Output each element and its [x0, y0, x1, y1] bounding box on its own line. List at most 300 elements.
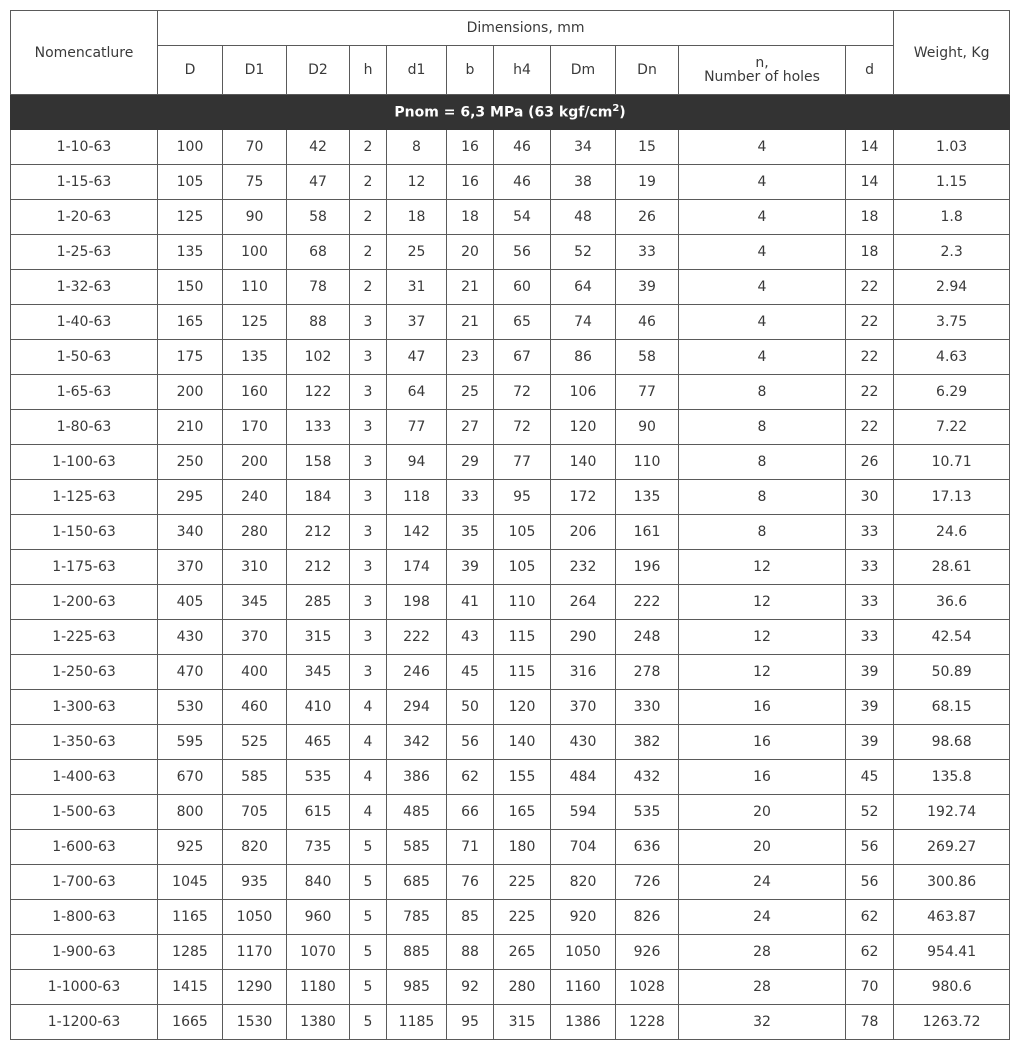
table-cell: 47: [387, 340, 447, 375]
table-cell: 39: [846, 725, 894, 760]
table-cell: 45: [447, 655, 494, 690]
cell-nomenclature: 1-25-63: [11, 235, 158, 270]
table-cell: 4: [679, 305, 846, 340]
table-cell: 16: [679, 760, 846, 795]
table-cell: 24: [679, 865, 846, 900]
table-cell: 1665: [158, 1005, 223, 1040]
table-cell: 106: [551, 375, 616, 410]
table-cell: 4: [350, 690, 387, 725]
table-cell: 62: [846, 900, 894, 935]
table-cell: 196: [616, 550, 679, 585]
table-cell: 110: [223, 270, 287, 305]
table-cell: 50.89: [894, 655, 1010, 690]
table-cell: 246: [387, 655, 447, 690]
table-cell: 225: [494, 865, 551, 900]
table-cell: 45: [846, 760, 894, 795]
table-cell: 31: [387, 270, 447, 305]
table-cell: 315: [287, 620, 350, 655]
table-cell: 37: [387, 305, 447, 340]
table-cell: 405: [158, 585, 223, 620]
table-cell: 46: [616, 305, 679, 340]
table-cell: 98.68: [894, 725, 1010, 760]
table-row: [11, 200, 1010, 235]
table-cell: 39: [846, 655, 894, 690]
table-cell: 102: [287, 340, 350, 375]
table-cell: 980.6: [894, 970, 1010, 1005]
table-cell: 8: [679, 480, 846, 515]
cell-nomenclature: 1-1000-63: [11, 970, 158, 1005]
pressure-band-text: Pnom = 6,3 MPa (63 kgf/cm: [394, 104, 613, 121]
table-cell: 345: [287, 655, 350, 690]
table-cell: 726: [616, 865, 679, 900]
table-cell: 985: [387, 970, 447, 1005]
table-cell: 432: [616, 760, 679, 795]
table-cell: 1170: [223, 935, 287, 970]
table-cell: 3: [350, 585, 387, 620]
table-cell: 22: [846, 340, 894, 375]
cell-nomenclature: 1-10-63: [11, 130, 158, 165]
holes-label-line2: Number of holes: [704, 69, 820, 85]
table-cell: 140: [551, 445, 616, 480]
table-body: [11, 130, 1010, 1040]
table-cell: 1386: [551, 1005, 616, 1040]
table-cell: 222: [387, 620, 447, 655]
table-cell: 1290: [223, 970, 287, 1005]
cell-nomenclature: 1-175-63: [11, 550, 158, 585]
cell-nomenclature: 1-1200-63: [11, 1005, 158, 1040]
pressure-band: [11, 95, 1010, 130]
cell-nomenclature: 1-900-63: [11, 935, 158, 970]
table-cell: 269.27: [894, 830, 1010, 865]
table-cell: 1165: [158, 900, 223, 935]
table-cell: 3: [350, 620, 387, 655]
table-cell: 1160: [551, 970, 616, 1005]
table-cell: 85: [447, 900, 494, 935]
table-cell: 20: [447, 235, 494, 270]
col-header-D1: D1: [223, 46, 287, 95]
table-cell: 280: [223, 515, 287, 550]
table-cell: 14: [846, 165, 894, 200]
col-header-Dn: Dn: [616, 46, 679, 95]
table-cell: 16: [447, 165, 494, 200]
cell-nomenclature: 1-80-63: [11, 410, 158, 445]
table-cell: 370: [158, 550, 223, 585]
table-cell: 14: [846, 130, 894, 165]
table-cell: 485: [387, 795, 447, 830]
table-cell: 585: [387, 830, 447, 865]
table-cell: 105: [158, 165, 223, 200]
cell-nomenclature: 1-300-63: [11, 690, 158, 725]
table-cell: 33: [447, 480, 494, 515]
table-cell: 165: [158, 305, 223, 340]
table-cell: 110: [494, 585, 551, 620]
table-cell: 19: [616, 165, 679, 200]
table-cell: 142: [387, 515, 447, 550]
cell-nomenclature: 1-20-63: [11, 200, 158, 235]
table-cell: 78: [846, 1005, 894, 1040]
table-cell: 400: [223, 655, 287, 690]
table-row: [11, 655, 1010, 690]
table-cell: 248: [616, 620, 679, 655]
table-cell: 4: [350, 725, 387, 760]
table-cell: 2: [350, 200, 387, 235]
pressure-band-sup: 2: [612, 103, 620, 115]
table-cell: 24: [679, 900, 846, 935]
table-cell: 1070: [287, 935, 350, 970]
table-cell: 22: [846, 410, 894, 445]
table-cell: 885: [387, 935, 447, 970]
table-cell: 54: [494, 200, 551, 235]
table-cell: 278: [616, 655, 679, 690]
col-header-Dm: Dm: [551, 46, 616, 95]
table-cell: 1028: [616, 970, 679, 1005]
table-row: [11, 760, 1010, 795]
table-cell: 36.6: [894, 585, 1010, 620]
table-cell: 22: [846, 375, 894, 410]
table-cell: 1228: [616, 1005, 679, 1040]
table-cell: 77: [616, 375, 679, 410]
table-row: [11, 970, 1010, 1005]
table-cell: 2.3: [894, 235, 1010, 270]
table-cell: 125: [158, 200, 223, 235]
table-cell: 4: [679, 130, 846, 165]
table-row: [11, 165, 1010, 200]
table-cell: 820: [223, 830, 287, 865]
table-row: [11, 410, 1010, 445]
table-cell: 33: [846, 585, 894, 620]
table-cell: 70: [846, 970, 894, 1005]
table-row: [11, 620, 1010, 655]
table-cell: 77: [387, 410, 447, 445]
table-cell: 74: [551, 305, 616, 340]
table-cell: 310: [223, 550, 287, 585]
table-cell: 170: [223, 410, 287, 445]
pressure-band-close: ): [619, 104, 626, 121]
table-row: [11, 550, 1010, 585]
table-cell: 280: [494, 970, 551, 1005]
table-cell: 685: [387, 865, 447, 900]
table-cell: 4.63: [894, 340, 1010, 375]
table-cell: 115: [494, 655, 551, 690]
table-cell: 342: [387, 725, 447, 760]
table-cell: 370: [551, 690, 616, 725]
table-row: [11, 375, 1010, 410]
table-cell: 820: [551, 865, 616, 900]
table-row: [11, 690, 1010, 725]
table-cell: 290: [551, 620, 616, 655]
table-cell: 150: [158, 270, 223, 305]
table-cell: 1180: [287, 970, 350, 1005]
table-cell: 24.6: [894, 515, 1010, 550]
table-cell: 370: [223, 620, 287, 655]
table-cell: 125: [223, 305, 287, 340]
table-cell: 615: [287, 795, 350, 830]
table-cell: 47: [287, 165, 350, 200]
table-cell: 135.8: [894, 760, 1010, 795]
cell-nomenclature: 1-50-63: [11, 340, 158, 375]
cell-nomenclature: 1-65-63: [11, 375, 158, 410]
table-cell: 935: [223, 865, 287, 900]
table-cell: 39: [447, 550, 494, 585]
flange-dimensions-table: [10, 10, 1010, 1040]
table-cell: 2: [350, 130, 387, 165]
table-cell: 1.03: [894, 130, 1010, 165]
col-header-D2: D2: [287, 46, 350, 95]
table-cell: 12: [679, 585, 846, 620]
table-cell: 28: [679, 935, 846, 970]
table-cell: 39: [616, 270, 679, 305]
table-cell: 735: [287, 830, 350, 865]
cell-nomenclature: 1-150-63: [11, 515, 158, 550]
table-cell: 636: [616, 830, 679, 865]
table-cell: 33: [616, 235, 679, 270]
table-cell: 160: [223, 375, 287, 410]
cell-nomenclature: 1-200-63: [11, 585, 158, 620]
table-cell: 3: [350, 410, 387, 445]
table-cell: 5: [350, 865, 387, 900]
cell-nomenclature: 1-600-63: [11, 830, 158, 865]
table-cell: 240: [223, 480, 287, 515]
table-cell: 46: [494, 130, 551, 165]
table-cell: 64: [551, 270, 616, 305]
table-cell: 26: [846, 445, 894, 480]
table-cell: 29: [447, 445, 494, 480]
table-cell: 785: [387, 900, 447, 935]
table-cell: 120: [551, 410, 616, 445]
table-cell: 300.86: [894, 865, 1010, 900]
table-cell: 58: [287, 200, 350, 235]
cell-nomenclature: 1-40-63: [11, 305, 158, 340]
table-cell: 2: [350, 270, 387, 305]
cell-nomenclature: 1-350-63: [11, 725, 158, 760]
table-cell: 18: [846, 200, 894, 235]
table-cell: 285: [287, 585, 350, 620]
table-cell: 840: [287, 865, 350, 900]
table-cell: 585: [223, 760, 287, 795]
table-cell: 115: [494, 620, 551, 655]
table-row: [11, 1005, 1010, 1040]
table-cell: 52: [846, 795, 894, 830]
table-cell: 72: [494, 375, 551, 410]
table-cell: 4: [679, 235, 846, 270]
table-cell: 8: [679, 410, 846, 445]
table-cell: 465: [287, 725, 350, 760]
table-cell: 460: [223, 690, 287, 725]
table-cell: 7.22: [894, 410, 1010, 445]
table-cell: 100: [223, 235, 287, 270]
table-cell: 4: [679, 165, 846, 200]
table-cell: 15: [616, 130, 679, 165]
table-cell: 232: [551, 550, 616, 585]
table-cell: 42: [287, 130, 350, 165]
table-cell: 410: [287, 690, 350, 725]
table-row: [11, 445, 1010, 480]
table-cell: 184: [287, 480, 350, 515]
table-cell: 3: [350, 340, 387, 375]
table-cell: 174: [387, 550, 447, 585]
table-cell: 210: [158, 410, 223, 445]
table-cell: 295: [158, 480, 223, 515]
table-cell: 670: [158, 760, 223, 795]
cell-nomenclature: 1-15-63: [11, 165, 158, 200]
table-cell: 4: [679, 200, 846, 235]
table-cell: 386: [387, 760, 447, 795]
table-cell: 16: [679, 725, 846, 760]
cell-nomenclature: 1-32-63: [11, 270, 158, 305]
table-cell: 33: [846, 620, 894, 655]
table-cell: 3: [350, 375, 387, 410]
table-cell: 2: [350, 235, 387, 270]
table-cell: 33: [846, 515, 894, 550]
table-cell: 212: [287, 550, 350, 585]
table-cell: 68: [287, 235, 350, 270]
table-cell: 8: [679, 445, 846, 480]
table-cell: 595: [158, 725, 223, 760]
table-cell: 1.15: [894, 165, 1010, 200]
table-cell: 826: [616, 900, 679, 935]
table-cell: 56: [846, 865, 894, 900]
table-cell: 48: [551, 200, 616, 235]
table-cell: 535: [616, 795, 679, 830]
table-cell: 140: [494, 725, 551, 760]
table-cell: 330: [616, 690, 679, 725]
table-cell: 62: [846, 935, 894, 970]
table-cell: 18: [447, 200, 494, 235]
table-cell: 1415: [158, 970, 223, 1005]
table-cell: 120: [494, 690, 551, 725]
table-row: [11, 935, 1010, 970]
table-row: [11, 725, 1010, 760]
table-cell: 315: [494, 1005, 551, 1040]
table-cell: 39: [846, 690, 894, 725]
table-cell: 345: [223, 585, 287, 620]
table-cell: 52: [551, 235, 616, 270]
table-cell: 265: [494, 935, 551, 970]
table-cell: 470: [158, 655, 223, 690]
table-cell: 71: [447, 830, 494, 865]
table-cell: 17.13: [894, 480, 1010, 515]
table-cell: 316: [551, 655, 616, 690]
table-cell: 340: [158, 515, 223, 550]
table-cell: 5: [350, 900, 387, 935]
table-cell: 4: [350, 795, 387, 830]
table-cell: 484: [551, 760, 616, 795]
table-cell: 70: [223, 130, 287, 165]
table-cell: 165: [494, 795, 551, 830]
table-cell: 28: [679, 970, 846, 1005]
col-header-b: b: [447, 46, 494, 95]
table-cell: 1263.72: [894, 1005, 1010, 1040]
table-row: [11, 900, 1010, 935]
table-cell: 88: [287, 305, 350, 340]
table-cell: 35: [447, 515, 494, 550]
table-cell: 382: [616, 725, 679, 760]
table-cell: 3: [350, 480, 387, 515]
table-cell: 56: [846, 830, 894, 865]
table-row: [11, 585, 1010, 620]
table-cell: 8: [387, 130, 447, 165]
col-header-d1: d1: [387, 46, 447, 95]
table-cell: 925: [158, 830, 223, 865]
table-cell: 535: [287, 760, 350, 795]
table-row: [11, 130, 1010, 165]
col-header-d: d: [846, 46, 894, 95]
table-cell: 58: [616, 340, 679, 375]
table-row: [11, 865, 1010, 900]
table-cell: 16: [447, 130, 494, 165]
table-cell: 110: [616, 445, 679, 480]
table-cell: 90: [223, 200, 287, 235]
table-cell: 5: [350, 1005, 387, 1040]
table-cell: 430: [158, 620, 223, 655]
table-cell: 1185: [387, 1005, 447, 1040]
table-cell: 20: [679, 795, 846, 830]
table-cell: 155: [494, 760, 551, 795]
table-cell: 3: [350, 550, 387, 585]
table-cell: 21: [447, 270, 494, 305]
table-cell: 34: [551, 130, 616, 165]
table-cell: 50: [447, 690, 494, 725]
table-cell: 56: [494, 235, 551, 270]
cell-nomenclature: 1-500-63: [11, 795, 158, 830]
table-cell: 22: [846, 270, 894, 305]
table-cell: 5: [350, 830, 387, 865]
table-cell: 198: [387, 585, 447, 620]
table-cell: 1050: [551, 935, 616, 970]
col-header-h4: h4: [494, 46, 551, 95]
table-cell: 1380: [287, 1005, 350, 1040]
table-cell: 78: [287, 270, 350, 305]
table-cell: 64: [387, 375, 447, 410]
table-cell: 95: [447, 1005, 494, 1040]
table-cell: 100: [158, 130, 223, 165]
table-cell: 200: [158, 375, 223, 410]
holes-label-line1: n,: [755, 55, 769, 71]
col-header-nomenclature: Nomencatlure: [11, 11, 158, 95]
table-cell: 90: [616, 410, 679, 445]
table-cell: 2: [350, 165, 387, 200]
table-cell: 41: [447, 585, 494, 620]
table-cell: 530: [158, 690, 223, 725]
table-cell: 118: [387, 480, 447, 515]
table-cell: 77: [494, 445, 551, 480]
col-header-weight: Weight, Kg: [894, 11, 1010, 95]
cell-nomenclature: 1-800-63: [11, 900, 158, 935]
table-cell: 42.54: [894, 620, 1010, 655]
table-cell: 180: [494, 830, 551, 865]
table-cell: 30: [846, 480, 894, 515]
table-cell: 75: [223, 165, 287, 200]
table-cell: 4: [679, 270, 846, 305]
table-cell: 175: [158, 340, 223, 375]
table-cell: 200: [223, 445, 287, 480]
table-cell: 3: [350, 445, 387, 480]
table-cell: 3.75: [894, 305, 1010, 340]
table-cell: 212: [287, 515, 350, 550]
table-cell: 294: [387, 690, 447, 725]
table-cell: 1045: [158, 865, 223, 900]
table-cell: 430: [551, 725, 616, 760]
table-cell: 5: [350, 970, 387, 1005]
table-cell: 21: [447, 305, 494, 340]
table-cell: 463.87: [894, 900, 1010, 935]
table-cell: 56: [447, 725, 494, 760]
cell-nomenclature: 1-125-63: [11, 480, 158, 515]
table-cell: 62: [447, 760, 494, 795]
table-cell: 1.8: [894, 200, 1010, 235]
table-cell: 22: [846, 305, 894, 340]
cell-nomenclature: 1-250-63: [11, 655, 158, 690]
